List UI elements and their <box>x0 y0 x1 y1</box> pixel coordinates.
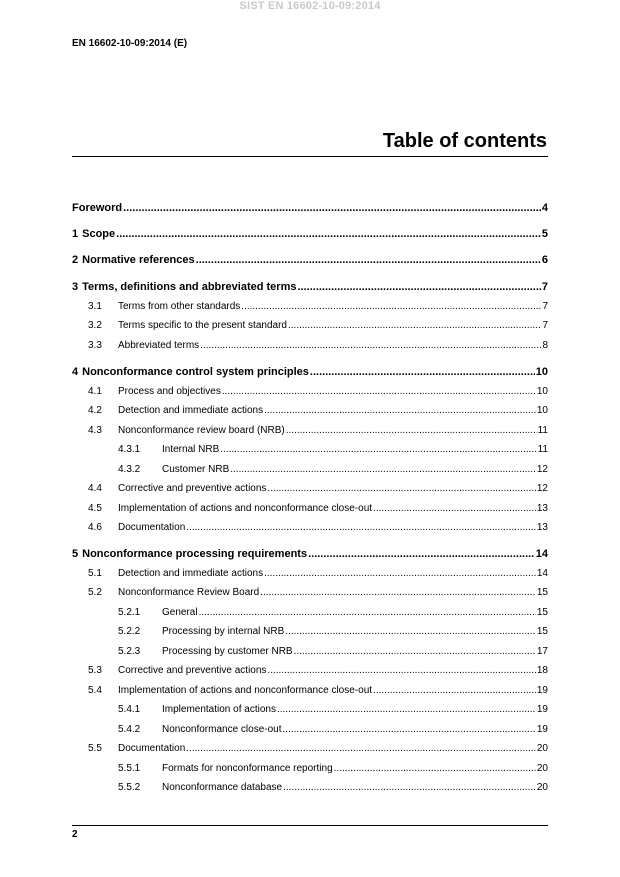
dot-leader <box>123 202 541 214</box>
dot-leader <box>230 464 536 476</box>
toc-entry-page: 18 <box>536 665 548 676</box>
dot-leader <box>267 665 535 677</box>
toc-entry-label: Implementation of actions and nonconformance close-out <box>118 503 373 514</box>
toc-entry-label: Detection and immediate actions <box>118 405 264 416</box>
toc-entry-number: 5.2.3 <box>118 646 141 657</box>
toc-entry-page: 11 <box>537 444 548 455</box>
toc-entry-page: 20 <box>536 782 548 793</box>
toc-entry-number: 5.3 <box>88 665 102 676</box>
toc-entry-label: Internal NRB <box>162 444 220 455</box>
footer-divider <box>72 825 548 826</box>
dot-leader <box>283 724 536 736</box>
toc-entry-number: 3.3 <box>88 340 102 351</box>
toc-entry-label: Terms specific to the present standard <box>118 320 287 331</box>
toc-entry-number: 5.4 <box>88 685 102 696</box>
dot-leader <box>222 386 536 398</box>
dot-leader <box>373 685 536 697</box>
toc-entry[interactable] <box>72 782 548 794</box>
toc-entry[interactable] <box>72 646 548 658</box>
toc-entry[interactable] <box>72 444 548 456</box>
dot-leader <box>277 704 536 716</box>
toc-entry-label: Nonconformance processing requirements <box>82 548 308 560</box>
toc-entry-label: Nonconformance control system principles <box>82 366 309 378</box>
toc-entry-number: 4 <box>72 366 79 378</box>
toc-entry[interactable] <box>72 626 548 638</box>
toc-entry-page: 12 <box>536 483 548 494</box>
dot-leader <box>200 340 541 352</box>
toc-entry-label: Process and objectives <box>118 386 221 397</box>
toc-entry-number: 4.3.2 <box>118 464 141 475</box>
toc-entry-label: Foreword <box>72 202 123 214</box>
dot-leader <box>294 646 536 658</box>
dot-leader <box>373 503 536 515</box>
toc-entry[interactable] <box>72 607 548 619</box>
toc-entry[interactable] <box>72 685 548 697</box>
watermark-text: SIST EN 16602-10-09:2014 <box>239 0 381 12</box>
toc-entry[interactable] <box>72 425 548 437</box>
toc-entry-number: 2 <box>72 254 79 266</box>
toc-entry[interactable] <box>72 522 548 534</box>
toc-entry[interactable] <box>72 281 548 293</box>
toc-entry-number: 5.2.1 <box>118 607 141 618</box>
dot-leader <box>116 228 541 240</box>
dot-leader <box>260 587 536 599</box>
dot-leader <box>199 607 536 619</box>
toc-entry-number: 5.5 <box>88 743 102 754</box>
toc-entry-page: 6 <box>541 254 548 266</box>
toc-entry-label: Implementation of actions and nonconformance close-out <box>118 685 373 696</box>
toc-entry-page: 13 <box>536 503 548 514</box>
toc-entry[interactable] <box>72 405 548 417</box>
dot-leader <box>334 763 536 775</box>
toc-entry-label: Documentation <box>118 522 186 533</box>
toc-entry-number: 4.6 <box>88 522 102 533</box>
toc-entry[interactable] <box>72 704 548 716</box>
toc-entry-page: 20 <box>536 743 548 754</box>
toc-entry[interactable] <box>72 340 548 352</box>
toc-entry[interactable] <box>72 763 548 775</box>
toc-entry[interactable] <box>72 366 548 378</box>
toc-entry[interactable] <box>72 320 548 332</box>
toc-entry-page: 11 <box>537 425 548 436</box>
toc-entry[interactable] <box>72 386 548 398</box>
toc-entry-label: Nonconformance database <box>162 782 283 793</box>
toc-entry-label: Scope <box>82 228 116 240</box>
toc-entry-page: 14 <box>535 548 548 560</box>
toc-entry-number: 5.5.2 <box>118 782 141 793</box>
page-title: Table of contents <box>382 130 547 152</box>
toc-entry-label: Processing by internal NRB <box>162 626 285 637</box>
toc-entry-page: 17 <box>536 646 548 657</box>
toc-entry-page: 15 <box>536 626 548 637</box>
toc-entry-page: 7 <box>542 320 548 331</box>
toc-entry-page: 19 <box>536 704 548 715</box>
dot-leader <box>264 405 536 417</box>
toc-entry-page: 15 <box>536 587 548 598</box>
toc-entry-number: 5.4.2 <box>118 724 141 735</box>
toc-entry[interactable] <box>72 724 548 736</box>
toc-entry[interactable] <box>72 568 548 580</box>
dot-leader <box>267 483 535 495</box>
dot-leader <box>186 743 536 755</box>
toc-entry-number: 5.5.1 <box>118 763 141 774</box>
toc-entry-label: Processing by customer NRB <box>162 646 293 657</box>
toc-entry-page: 8 <box>542 340 548 351</box>
toc-entry-page: 12 <box>536 464 548 475</box>
toc-entry-page: 7 <box>542 301 548 312</box>
toc-entry-number: 4.3 <box>88 425 102 436</box>
toc-entry-page: 10 <box>535 366 548 378</box>
toc-entry-number: 5.2.2 <box>118 626 141 637</box>
toc-entry-label: Nonconformance review board (NRB) <box>118 425 285 436</box>
toc-entry-page: 7 <box>541 281 548 293</box>
toc-entry-page: 5 <box>541 228 548 240</box>
toc-entry-page: 13 <box>536 522 548 533</box>
dot-leader <box>186 522 536 534</box>
toc-entry-number: 4.2 <box>88 405 102 416</box>
toc-entry[interactable] <box>72 202 548 214</box>
toc-entry-page: 19 <box>536 685 548 696</box>
toc-entry-label: Detection and immediate actions <box>118 568 264 579</box>
dot-leader <box>283 782 536 794</box>
dot-leader <box>196 254 541 266</box>
toc-entry-page: 4 <box>541 202 548 214</box>
toc-entry[interactable] <box>72 228 548 240</box>
toc-entry-label: Normative references <box>82 254 195 266</box>
document-id: EN 16602-10-09:2014 (E) <box>72 38 188 49</box>
toc-entry-number: 4.4 <box>88 483 102 494</box>
toc-entry-number: 3 <box>72 281 79 293</box>
toc-entry[interactable] <box>72 587 548 599</box>
dot-leader <box>297 281 540 293</box>
toc-entry-number: 5.4.1 <box>118 704 141 715</box>
toc-entry-number: 4.5 <box>88 503 102 514</box>
toc-entry-label: Nonconformance Review Board <box>118 587 260 598</box>
dot-leader <box>310 366 535 378</box>
toc-entry-number: 5 <box>72 548 79 560</box>
toc-entry-number: 4.1 <box>88 386 102 397</box>
dot-leader <box>288 320 541 332</box>
toc-entry[interactable] <box>72 464 548 476</box>
toc-entry-label: Abbreviated terms <box>118 340 200 351</box>
toc-entry[interactable] <box>72 743 548 755</box>
toc-entry-label: Implementation of actions <box>162 704 276 715</box>
toc-entry-label: Corrective and preventive actions <box>118 665 267 676</box>
toc-entry-page: 10 <box>536 386 548 397</box>
toc-entry-page: 20 <box>536 763 548 774</box>
toc-entry-label: Terms, definitions and abbreviated terms <box>82 281 297 293</box>
toc-entry-number: 5.2 <box>88 587 102 598</box>
toc-entry-label: Formats for nonconformance reporting <box>162 763 333 774</box>
toc-entry-label: Nonconformance close-out <box>162 724 282 735</box>
toc-entry[interactable] <box>72 301 548 313</box>
dot-leader <box>264 568 536 580</box>
toc-entry-number: 5.1 <box>88 568 102 579</box>
toc-entry-label: General <box>162 607 198 618</box>
dot-leader <box>241 301 541 313</box>
dot-leader <box>285 626 536 638</box>
toc-entry[interactable] <box>72 503 548 515</box>
toc-entry-page: 14 <box>536 568 548 579</box>
toc-entry-label: Terms from other standards <box>118 301 241 312</box>
toc-entry-label: Customer NRB <box>162 464 230 475</box>
toc-entry[interactable] <box>72 483 548 495</box>
dot-leader <box>308 548 535 560</box>
dot-leader <box>220 444 536 456</box>
toc-entry-number: 3.1 <box>88 301 102 312</box>
toc-entry-page: 19 <box>536 724 548 735</box>
toc-entry-page: 15 <box>536 607 548 618</box>
toc-entry-label: Documentation <box>118 743 186 754</box>
toc-entry-number: 3.2 <box>88 320 102 331</box>
toc-entry-number: 4.3.1 <box>118 444 141 455</box>
page-number: 2 <box>72 829 78 840</box>
dot-leader <box>286 425 537 437</box>
toc-entry-label: Corrective and preventive actions <box>118 483 267 494</box>
toc-entry[interactable] <box>72 254 548 266</box>
toc-entry-number: 1 <box>72 228 79 240</box>
toc-entry-page: 10 <box>536 405 548 416</box>
toc-entry[interactable] <box>72 665 548 677</box>
toc-entry[interactable] <box>72 548 548 560</box>
title-divider <box>72 156 548 157</box>
